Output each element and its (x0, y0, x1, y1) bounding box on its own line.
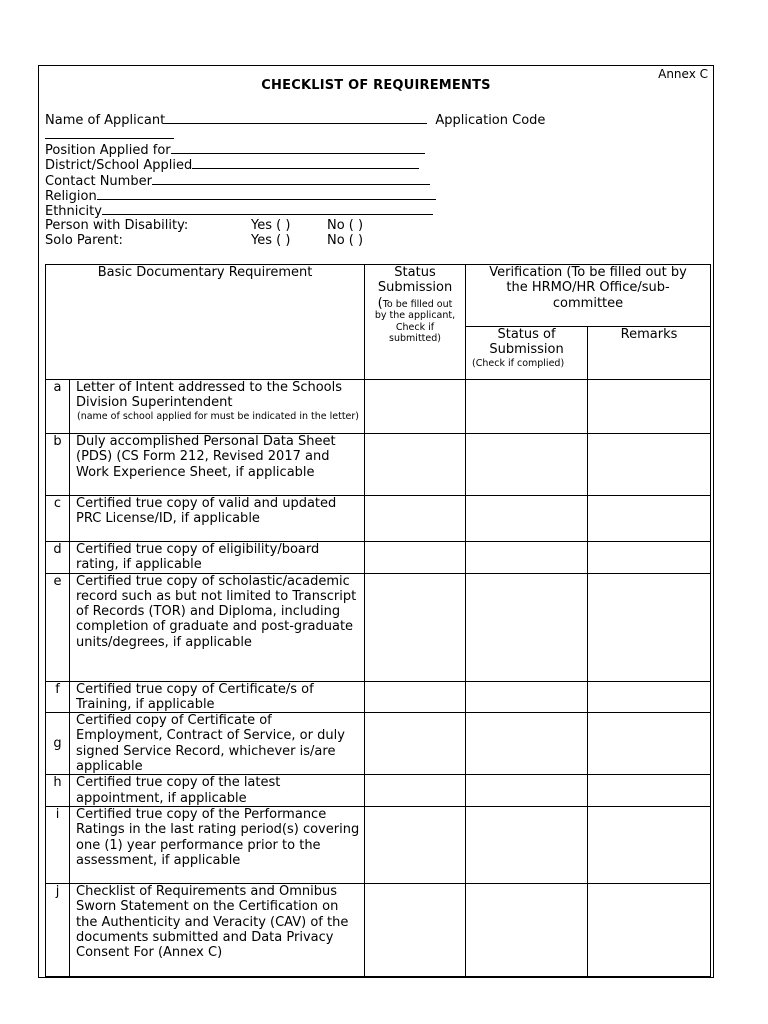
verification-status-cell[interactable] (466, 681, 588, 713)
row-requirement-text: Checklist of Requirements and Omnibus Sworn Statement on the Certification on the Authenticity and Veracity (CAV) of the documents submitted and Data Privacy Consent For (Annex C) (70, 883, 365, 976)
row-letter: a (46, 380, 70, 434)
table-row (46, 775, 711, 807)
remarks-cell[interactable] (588, 380, 711, 434)
row-letter: j (46, 883, 70, 976)
verification-status-cell[interactable] (466, 542, 588, 574)
row-requirement-text: Certified true copy of eligibility/board rating, if applicable (70, 542, 365, 574)
table-row (46, 883, 711, 976)
religion-label: Religion (45, 189, 97, 204)
status-note (365, 295, 465, 345)
status-cell[interactable] (365, 713, 466, 775)
contact-label: Contact Number (45, 174, 152, 189)
name-label: Name of Applicant (45, 113, 166, 128)
verification-header (466, 265, 711, 327)
remarks-cell[interactable] (588, 775, 711, 807)
district-field[interactable] (45, 156, 419, 173)
verification-status-cell[interactable] (466, 380, 588, 434)
row-letter: e (46, 573, 70, 681)
verification-status-cell[interactable] (466, 573, 588, 681)
status-header-label: Status Submission (377, 265, 453, 296)
row-requirement-text: Certified true copy of Certificate/s of Training, if applicable (70, 681, 365, 713)
row-requirement (70, 380, 365, 434)
solo-label: Solo Parent: (45, 233, 123, 248)
requirement-header (46, 265, 365, 380)
annex-label: Annex C (658, 67, 708, 81)
remarks-header-label: Remarks (620, 327, 678, 342)
district-label: District/School Applied (45, 158, 193, 173)
table-row (46, 681, 711, 713)
remarks-cell[interactable] (588, 542, 711, 574)
ethnicity-label: Ethnicity (45, 204, 102, 219)
status-cell[interactable] (365, 573, 466, 681)
app-code-line (45, 126, 174, 139)
status-of-submission-header (466, 327, 588, 380)
remarks-cell[interactable] (588, 806, 711, 883)
table-row (46, 542, 711, 574)
religion-line (97, 187, 436, 200)
row-letter: g (46, 713, 70, 775)
remarks-cell[interactable] (588, 434, 711, 496)
remarks-cell[interactable] (588, 883, 711, 976)
position-line (171, 141, 425, 154)
row-letter: b (46, 434, 70, 496)
status-cell[interactable] (365, 806, 466, 883)
check-if-complied-note: (Check if complied) (472, 357, 565, 369)
contact-line (152, 172, 430, 185)
status-cell[interactable] (365, 542, 466, 574)
status-cell[interactable] (365, 883, 466, 976)
row-requirement-text: Certified true copy of valid and updated PRC License/ID, if applicable (70, 496, 365, 542)
row-requirement-text: Certified true copy of the Performance Ratings in the last rating period(s) covering one (1) year performance prior to the assessment, if applicable (70, 806, 365, 883)
ethnicity-field[interactable] (45, 202, 433, 219)
pwd-yes-checkbox[interactable]: Yes ( ) (251, 218, 291, 233)
requirements-table (45, 264, 711, 977)
checklist-page (38, 65, 714, 978)
verification-status-cell[interactable] (466, 713, 588, 775)
district-line (192, 156, 419, 169)
row-requirement-text: Certified copy of Certificate of Employment, Contract of Service, or duly signed Service Record, whichever is/are applicable (70, 713, 365, 775)
remarks-cell[interactable] (588, 573, 711, 681)
header-row-1 (46, 265, 711, 327)
row-letter: c (46, 496, 70, 542)
solo-no-checkbox[interactable]: No ( ) (327, 233, 364, 248)
row-letter: d (46, 542, 70, 574)
row-requirement-text: Certified true copy of the latest appointment, if applicable (70, 775, 365, 807)
table-row (46, 496, 711, 542)
table-row (46, 380, 711, 434)
table-row (46, 806, 711, 883)
pwd-label: Person with Disability: (45, 218, 189, 233)
verification-status-cell[interactable] (466, 434, 588, 496)
name-line (165, 111, 427, 124)
solo-yes-checkbox[interactable]: Yes ( ) (251, 233, 291, 248)
status-of-submission-label: Status of Submission (489, 327, 564, 358)
table-row (46, 434, 711, 496)
pwd-no-checkbox[interactable]: No ( ) (327, 218, 364, 233)
row-letter: h (46, 775, 70, 807)
table-row (46, 713, 711, 775)
ethnicity-line (102, 202, 433, 215)
verification-status-cell[interactable] (466, 883, 588, 976)
verification-status-cell[interactable] (466, 496, 588, 542)
status-note-paren: ( (377, 295, 383, 311)
status-cell[interactable] (365, 434, 466, 496)
verification-status-cell[interactable] (466, 775, 588, 807)
app-code-label: Application Code (435, 113, 546, 128)
row-requirement-text: Duly accomplished Personal Data Sheet (PDS) (CS Form 212, Revised 2017 and Work Experience Sheet, if applicable (70, 434, 365, 496)
verification-header-label: Verification (To be filled out by the HRMO/HR Office/sub-committee (489, 265, 687, 311)
status-cell[interactable] (365, 380, 466, 434)
row-requirement-text: Certified true copy of scholastic/academic record such as but not limited to Transcript of Records (TOR) and Diploma, including completion of graduate and post-graduate units/degrees, if applicable (70, 573, 365, 681)
position-label: Position Applied for (45, 143, 171, 158)
status-cell[interactable] (365, 775, 466, 807)
requirement-header-label: Basic Documentary Requirement (97, 265, 313, 280)
remarks-cell[interactable] (588, 496, 711, 542)
row-letter: i (46, 806, 70, 883)
row-requirement-text: Letter of Intent addressed to the Schools Division Superintendent (76, 380, 343, 411)
remarks-header (588, 327, 711, 380)
status-note-text: To be filled out by the applicant, Check if submitted) (374, 298, 456, 345)
remarks-cell[interactable] (588, 681, 711, 713)
status-cell[interactable] (365, 681, 466, 713)
status-header (365, 265, 466, 380)
verification-status-cell[interactable] (466, 806, 588, 883)
page-title: CHECKLIST OF REQUIREMENTS (261, 78, 491, 93)
row-requirement-note: (name of school applied for must be indicated in the letter) (77, 410, 359, 422)
status-cell[interactable] (365, 496, 466, 542)
table-row (46, 573, 711, 681)
row-letter: f (46, 681, 70, 713)
remarks-cell[interactable] (588, 713, 711, 775)
